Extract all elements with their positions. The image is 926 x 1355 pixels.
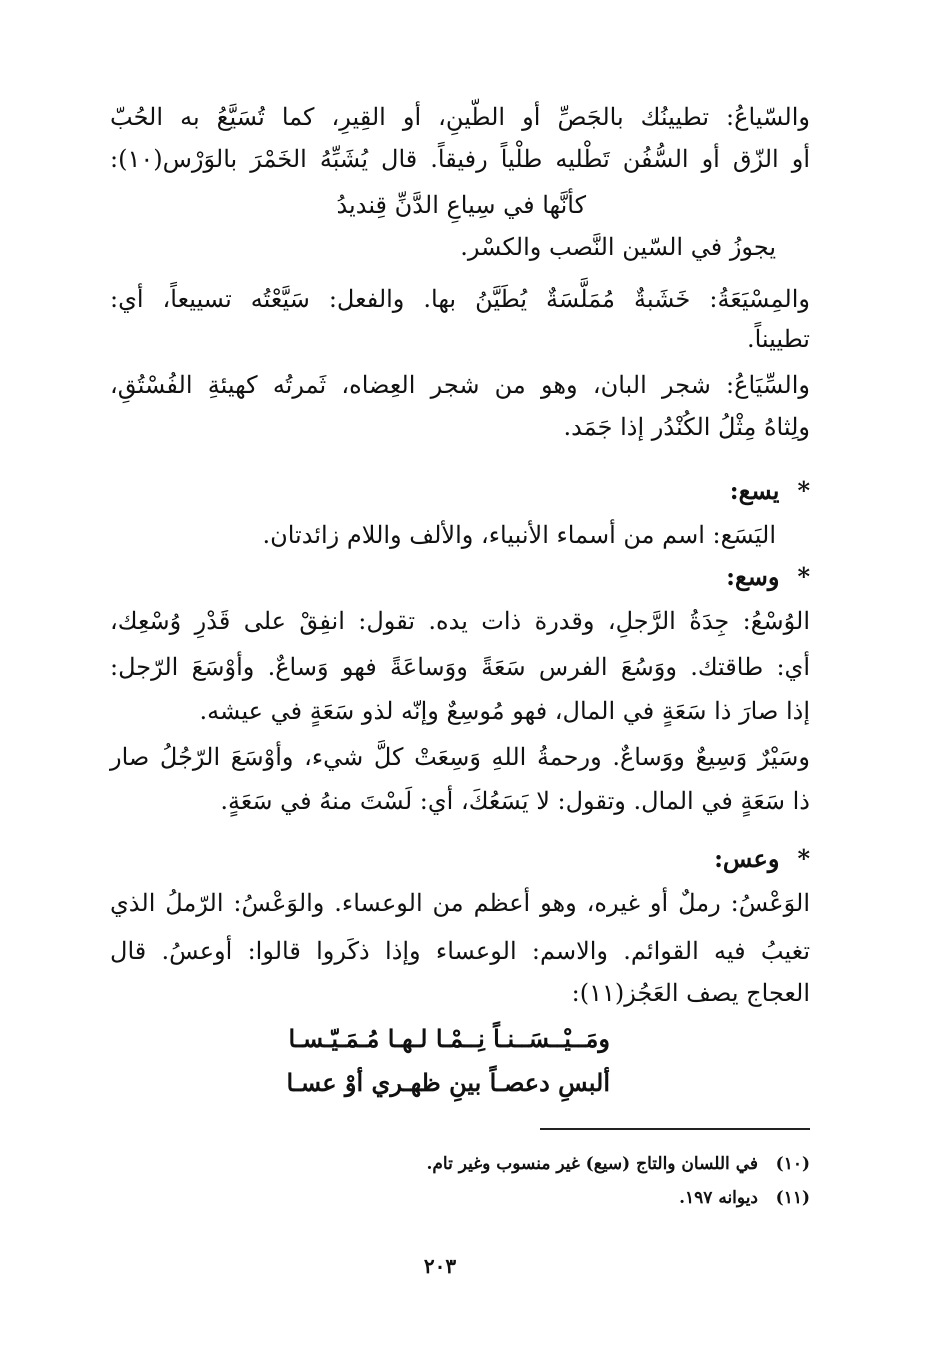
text-line: ولِثاهُ مِثْلُ الكُنْدُر إذا جَمَد. — [563, 413, 810, 441]
text-line: ذا سَعَةٍ في المال. وتقول: لا يَسَعُكَ، أي: لَسْتَ منهُ في سَعَةٍ. — [220, 787, 810, 815]
verse-line: ألبسِ دعصـاً بينِ ظهـري أوْ عسـا — [286, 1068, 610, 1097]
footnote-number: (١١) — [775, 1188, 810, 1208]
text-line: والسّياعُ: تطيينُك بالجَصِّ أو الطّينِ، أو القِيرِ، كما تُسَيَّعُ به الحُبّ — [110, 103, 810, 131]
text-line: وسَيْرٌ وَسِيعٌ ووَساعٌ. ورحمةُ اللهِ وَسِعَتْ كلَّ شيء، وأوْسَعَ الرّجُلُ صار — [110, 743, 810, 771]
text-line: العجاج يصف العَجُز(١١): — [571, 979, 810, 1007]
star-marker: * — [797, 844, 810, 873]
text-line: والمِسْيَعَةُ: خَشَبةٌ مُمَلَّسَةٌ يُطَيَّنُ بها. والفعل: سَيَّعْتُه تسييعاً، أي: — [110, 285, 810, 313]
entry-header-label: وعس: — [714, 844, 780, 873]
text-line: يجوزُ في السّين النَّصب والكسْر. — [460, 233, 776, 261]
page-number: ٢٠٣ — [423, 1254, 457, 1278]
verse-line: كأنَّها في سِياعِ الدَّنِّ قِنديدُ — [336, 191, 586, 219]
footnote-text: ديوانه ١٩٧. — [679, 1188, 758, 1208]
footnote — [426, 1152, 810, 1176]
star-marker: * — [797, 562, 810, 591]
text-line: الوُسْعُ: جِدَةُ الرَّجلِ، وقدرة ذات يده. تقول: انفِقْ على قَدْرِ وُسْعِك، — [110, 607, 810, 635]
footnote-number: (١٠) — [775, 1154, 810, 1174]
text-line: أو الزّق أو السُّفُن تَطْليه طلْياً رفيقاً. قال يُشَبِّهُ الخَمْرَ بالوَرْس(١٠): — [110, 145, 810, 173]
entry-header-label: يسع: — [729, 476, 780, 505]
verse-line: ومَــيْــسَــنـاً نِــمْـا لـهـا مُـمَـيّـسـا — [288, 1024, 610, 1053]
entry-header-yasa — [730, 474, 810, 508]
text-line: تغيبُ فيه القوائم. والاسم: الوعساء وإذا ذكَروا قالوا: أوعسُ. قال — [110, 937, 810, 965]
text-line: اليَسَع: اسم من أسماء الأنبياء، والألف واللام زائدتان. — [262, 521, 776, 549]
entry-header-was — [714, 842, 810, 876]
footnote-divider — [540, 1128, 810, 1130]
footnote — [679, 1186, 810, 1210]
text-line: أي: طاقتك. ووَسُعَ الفرس سَعَةً ووَساعَةً فهو وَساعٌ. وأوْسَعَ الرّجل: — [110, 653, 810, 681]
text-line: إذا صارَ ذا سَعَةٍ في المال، فهو مُوسِعٌ وإنّه لذو سَعَةٍ في عيشه. — [199, 697, 810, 725]
text-line: والسِّيَاعُ: شجر البان، وهو من شجر العِضاه، ثَمرتُه كهيئةِ الفُسْتُقِ، — [110, 371, 810, 399]
entry-header-label: وسع: — [726, 562, 780, 591]
text-line: الوَعْسُ: رملٌ أو غيره، وهو أعظم من الوعساء. والوَعْسُ: الرّملُ الذي — [110, 889, 810, 917]
star-marker: * — [797, 476, 810, 505]
footnote-text: في اللسان والتاج (سيع) غير منسوب وغير تام. — [426, 1154, 758, 1174]
text-line: تطييناً. — [746, 325, 810, 353]
entry-header-wasa — [726, 560, 810, 594]
